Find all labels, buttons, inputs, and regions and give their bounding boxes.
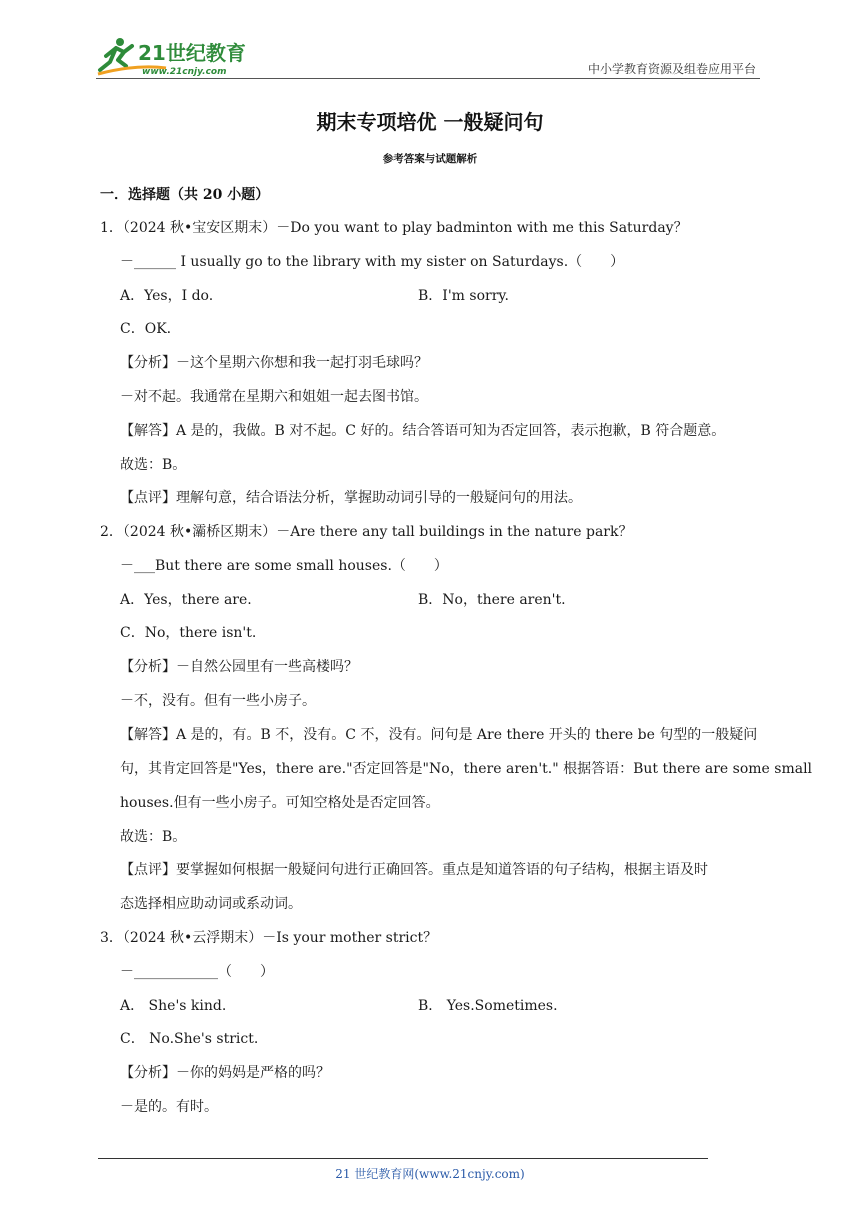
comment-line: 【点评】要掌握如何根据一般疑问句进行正确回答。重点是知道答语的句子结构，根据主语及时 [120, 862, 708, 878]
option-b: B．I'm sorry. [418, 288, 509, 304]
analysis-line: 【分析】－这个星期六你想和我一起打羽毛球吗？ [120, 355, 428, 371]
document-title: 期末专项培优 一般疑问句 [316, 110, 544, 134]
answer-line: 【解答】A 是的，我做。B 对不起。C 好的。结合答语可知为否定回答，表示抱歉，B 符合题意。 [120, 423, 726, 439]
option-c: C．No，there isn't. [120, 625, 257, 641]
option-a: A． She's kind. [120, 998, 227, 1014]
option-b: B．No，there aren't. [418, 592, 566, 608]
runner-logo-icon [96, 34, 256, 78]
option-c: C． No.She's strict. [120, 1031, 259, 1047]
question-stem-reply: －____________（ ） [120, 964, 274, 980]
analysis-line: －不，没有。但有一些小房子。 [120, 693, 316, 709]
question-stem: 1．（2024 秋•宝安区期末）－Do you want to play badminton with me this Saturday？ [100, 220, 688, 236]
site-logo [96, 34, 256, 78]
answer-choice: 故选：B。 [120, 829, 187, 845]
answer-choice: 故选：B。 [120, 457, 187, 473]
analysis-line: 【分析】－你的妈妈是严格的吗？ [120, 1065, 330, 1081]
page-header [96, 34, 760, 80]
analysis-line: －是的。有时。 [120, 1099, 218, 1115]
svg-text:21世纪教育: 21世纪教育 [138, 41, 246, 65]
analysis-line: 【分析】－自然公园里有一些高楼吗？ [120, 659, 358, 675]
option-a: A．Yes，there are. [120, 592, 252, 608]
header-divider [96, 78, 760, 79]
option-a: A．Yes，I do. [120, 288, 214, 304]
footer-divider [98, 1158, 708, 1159]
option-c: C．OK. [120, 321, 172, 337]
footer-link[interactable]: 21 世纪教育网(www.21cnjy.com) [335, 1167, 525, 1181]
section-heading: 一．选择题（共 20 小题） [100, 187, 270, 203]
question-stem: 3．（2024 秋•云浮期末）－Is your mother strict？ [100, 930, 438, 946]
option-b: B． Yes.Sometimes. [418, 998, 558, 1014]
answer-line: 句，其肯定回答是"Yes，there are."否定回答是"No，there aren't." 根据答语：But there are some small [120, 761, 813, 777]
answer-line: houses.但有一些小房子。可知空格处是否定回答。 [120, 795, 440, 811]
question-stem: 2．（2024 秋•灞桥区期末）－Are there any tall buildings in the nature park？ [100, 524, 633, 540]
question-stem-reply: －___But there are some small houses.（ ） [120, 558, 448, 574]
document-subtitle: 参考答案与试题解析 [382, 153, 478, 165]
comment-line: 【点评】理解句意，结合语法分析，掌握助动词引导的一般疑问句的用法。 [120, 490, 582, 506]
analysis-line: －对不起。我通常在星期六和姐姐一起去图书馆。 [120, 389, 428, 405]
comment-line: 态选择相应助动词或系动词。 [120, 896, 302, 912]
platform-name: 中小学教育资源及组卷应用平台 [587, 62, 756, 76]
question-stem-reply: －______ I usually go to the library with my sister on Saturdays.（ ） [120, 254, 625, 270]
answer-line: 【解答】A 是的，有。B 不，没有。C 不，没有。问句是 Are there 开头的 there be 句型的一般疑问 [120, 727, 758, 743]
svg-text:www.21cnjy.com: www.21cnjy.com [142, 67, 227, 77]
